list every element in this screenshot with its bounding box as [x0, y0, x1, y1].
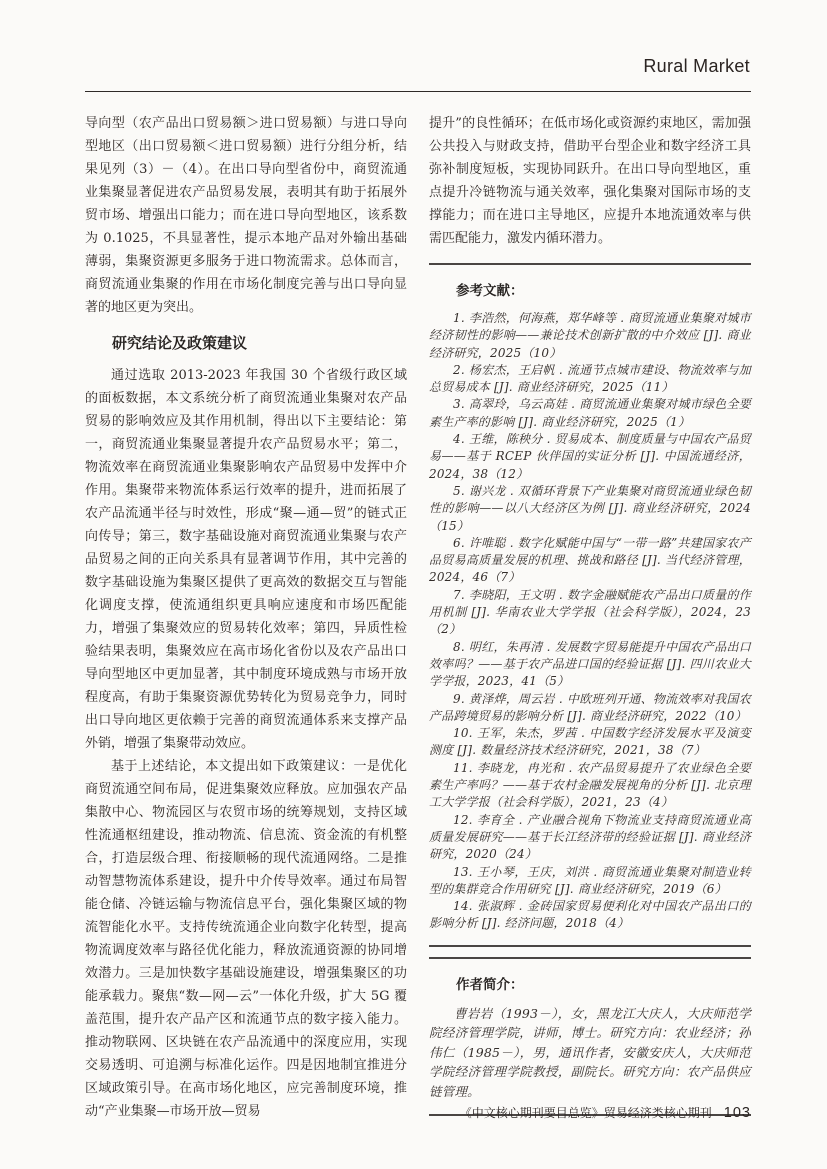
reference-item: 5. 谢兴龙 . 双循环背景下产业集聚对商贸流通业绿色韧性的影响——以八大经济区为例 [J]. 商业经济研究，2024（15）: [429, 483, 751, 533]
page-footer: [85, 1104, 751, 1121]
body-paragraph-right-continuation: 提升”的良性循环；在低市场化或资源约束地区，需加强公共投入与财政支持，借助平台型企业和数字经济工具弥补制度短板，实现协同跃升。在出口导向型地区，重点提升冷链物流与通关效率，强化集聚对国际市场的支撑能力；而在进口主导地区，应提升本地流通效率与供需匹配能力，激发内循环潜力。: [429, 116, 751, 246]
reference-item: 13. 王小琴，王庆，刘洪 . 商贸流通业集聚对制造业转型的集群竞合作用研究 [J]. 商业经济研究，2019（6）: [429, 864, 751, 896]
page-number: 103: [723, 1105, 751, 1121]
reference-item: 1. 李浩然，何海燕，郑华峰等 . 商贸流通业集聚对城市经济韧性的影响——兼论技术创新扩散的中介效应 [J]. 商业经济研究，2025（10）: [429, 311, 751, 360]
reference-item: 2. 杨宏杰，王启帆 . 流通节点城市建设、物流效率与加总贸易成本 [J]. 商业经济研究，2025（11）: [429, 362, 751, 395]
reference-item: 4. 王维，陈秧分 . 贸易成本、制度质量与中国农产品贸易——基于 RCEP 伙伴国的实证分析 [J]. 中国流通经济，2024，38（12）: [429, 432, 751, 481]
reference-item: 9. 黄泽烨，周云岩 . 中欧班列开通、物流效率对我国农产品跨境贸易的影响分析 [J]. 商业经济研究，2022（10）: [429, 691, 751, 723]
reference-item: 14. 张淑辉 . 金砖国家贸易便利化对中国农产品出口的影响分析 [J]. 经济问题，2018（4）: [429, 899, 751, 931]
reference-item: 6. 许唯聪 . 数字化赋能中国与“一带一路”共建国家农产品贸易高质量发展的机理、挑战和路径 [J]. 当代经济管理，2024，46（7）: [429, 535, 751, 585]
author-section-divider: [429, 945, 751, 959]
author-title: 作者简介：: [456, 976, 524, 992]
body-paragraph-continuation: 导向型（农产品出口贸易额＞进口贸易额）与进口导向型地区（出口贸易额＜进口贸易额）进行分组分析，结果见列（3）－（4）。在出口导向型省份中，商贸流通业集聚显著促进农产品贸易发展，表明其有助于拓展外贸市场、增强出口能力；而在进口导向型地区，该系数为 0.1025，不具显著性，提示本地产品对外输出基础薄弱，集聚资源更多服务于进口物流需求。总体而言，商贸流通业集聚的作用在市场化制度完善与出口导向显著的地区更为突出。: [85, 116, 407, 315]
reference-item: 11. 李晓龙，冉光和 . 农产品贸易提升了农业绿色全要素生产率吗？——基于农村金融发展视角的分析 [J]. 北京理工大学学报（社会科学版），2021，23（4）: [429, 760, 751, 810]
references-title: 参考文献：: [456, 283, 524, 298]
reference-item: 12. 李育全 . 产业融合视角下物流业支持商贸流通业高质量发展研究——基于长江经济带的经验证据 [J]. 商业经济研究，2020（24）: [429, 812, 751, 862]
references-top-rule: [429, 263, 751, 265]
body-paragraph-policy: 基于上述结论，本文提出如下政策建议：一是优化商贸流通空间布局，促进集聚效应释放。应加强农产品集散中心、物流园区与农贸市场的统筹规划，支持区域性流通枢纽建设，推动物流、信息流、资金流的有机整合，打造层级合理、衔接顺畅的现代流通网络。二是推动智慧物流体系建设，提升中介传导效率。通过布局智能仓储、冷链运输与物流信息平台，强化集聚区域的物流智能化水平。支持传统流通企业向数字化转型，提高物流调度效率与路径优化能力，释放流通资源的协同增效潜力。三是加快数字基础设施建设，增强集聚区的功能承载力。聚焦“数—网—云”一体化升级，扩大 5G 覆盖范围，提升农产品产区和流通节点的数字接入能力。推动物联网、区块链在农产品流通中的深度应用，实现交易透明、可追溯与标准化运作。四是因地制宜推进分区域政策引导。在高市场化地区，应完善制度环境，推动“产业集聚—市场开放—贸易: [85, 759, 407, 1119]
journal-section-label: Rural Market: [643, 56, 750, 76]
body-paragraph-conclusions: 通过选取 2013-2023 年我国 30 个省级行政区域的面板数据，本文系统分析了商贸流通业集聚对农产品贸易的影响效应及其作用机制，得出以下主要结论：第一，商贸流通业集聚显著提升农产品贸易水平；第二，物流效率在商贸流通业集聚影响农产品贸易中发挥中介作用。集聚带来物流体系运行效率的提升，进而拓展了农产品流通半径与时效性，形成“聚—通—贸”的链式正向传导；第三，数字基础设施对商贸流通业集聚与农产品贸易之间的正向关系具有显著调节作用，其中完善的数字基础设施为集聚区提供了更高效的数据交互与智能化调度支撑，使流通组织更具响应速度和市场匹配能力，增强了集聚效应的贸易转化效率；第四，异质性检验结果表明，集聚效应在高市场化省份以及农产品出口导向型地区中更加显著，其中制度环境成熟与市场开放程度高，有助于集聚资源优势转化为贸易竞争力，同时出口导向地区更依赖于完善的商贸流通体系来支撑产品外销，增强了集聚带动效应。: [85, 368, 407, 751]
left-column: [85, 112, 407, 1123]
footer-journal-note: 《中文核心期刊要目总览》贸易经济类核心期刊: [459, 1106, 712, 1120]
reference-item: 7. 李晓阳，王文明 . 数字金融赋能农产品出口质量的作用机制 [J]. 华南农业大学学报（社会科学版），2024，23（2）: [429, 587, 751, 637]
reference-item: 8. 明红，朱再清 . 发展数字贸易能提升中国农产品出口效率吗？——基于农产品进口国的经验证据 [J]. 四川农业大学学报，2023，41（5）: [429, 639, 751, 689]
right-column: [429, 112, 751, 1116]
author-bio: 曹岩岩（1993－），女，黑龙江大庆人，大庆师范学院经济管理学院，讲师，博士。研究方向：农业经济；孙伟仁（1985－），男，通讯作者，安徽安庆人，大庆师范学院经济管理学院教授，副院长。研究方向：农产品供应链管理。: [429, 1005, 751, 1099]
section-title-conclusions: 研究结论及政策建议: [112, 335, 248, 352]
reference-item: 10. 王军，朱杰，罗茜 . 中国数字经济发展水平及演变测度 [J]. 数量经济技术经济研究，2021，38（7）: [429, 726, 751, 758]
reference-item: 3. 高翠玲，乌云高娃 . 商贸流通业集聚对城市绿色全要素生产率的影响 [J]. 商业经济研究，2025（1）: [429, 397, 751, 429]
header-rule: [85, 91, 751, 92]
